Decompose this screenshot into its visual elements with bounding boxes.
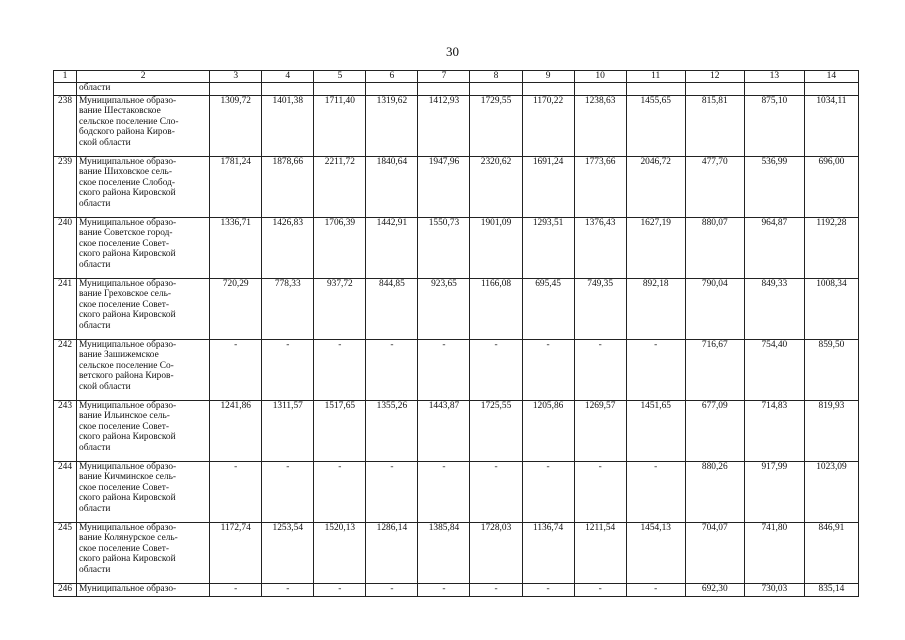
value-cell: - [262, 584, 314, 597]
value-cell: 1442,91 [366, 218, 418, 279]
row-name [77, 340, 210, 401]
value-cell: 536,99 [744, 157, 804, 218]
value-cell: 714,83 [744, 401, 804, 462]
value-cell: - [470, 340, 522, 401]
value-cell: 720,29 [210, 279, 262, 340]
header-cell: 12 [685, 71, 744, 83]
row-name [77, 401, 210, 462]
row-index: 244 [54, 462, 77, 523]
header-cell: 10 [574, 71, 626, 83]
table-row [54, 401, 859, 462]
value-cell: 1729,55 [470, 96, 522, 157]
row-name-line: сельское поселение Со- [79, 360, 174, 371]
header-cell: 8 [470, 71, 522, 83]
value-cell: - [314, 462, 366, 523]
value-cell: 1355,26 [366, 401, 418, 462]
value-cell: 1008,34 [804, 279, 858, 340]
header-row [54, 71, 859, 83]
value-cell: 2211,72 [314, 157, 366, 218]
table-row [54, 340, 859, 401]
value-cell: 677,09 [685, 401, 744, 462]
value-cell: - [626, 462, 685, 523]
value-cell: 1293,51 [522, 218, 574, 279]
value-cell: 892,18 [626, 279, 685, 340]
value-cell: 844,85 [366, 279, 418, 340]
value-cell: 741,80 [744, 523, 804, 584]
row-name-line: Муниципальное образо- [79, 462, 177, 472]
value-cell: - [210, 584, 262, 597]
value-cell: 835,14 [804, 584, 858, 597]
row-index: 238 [54, 96, 77, 157]
value-cell: 778,33 [262, 279, 314, 340]
table-row [54, 523, 859, 584]
row-name-line: ской области [79, 137, 131, 148]
row-name-line: области [79, 259, 111, 270]
value-cell: 923,65 [418, 279, 470, 340]
value-cell: 1728,03 [470, 523, 522, 584]
value-cell: 815,81 [685, 96, 744, 157]
value-cell: 1426,83 [262, 218, 314, 279]
value-cell: 1172,74 [210, 523, 262, 584]
continuation-row [54, 83, 859, 96]
value-cell: 1711,40 [314, 96, 366, 157]
value-cell: 1336,71 [210, 218, 262, 279]
value-cell: 859,50 [804, 340, 858, 401]
value-cell: 1170,22 [522, 96, 574, 157]
table-row [54, 218, 859, 279]
value-cell: 1517,65 [314, 401, 366, 462]
row-name-line: вание Греховское сель- [79, 289, 172, 300]
value-cell: - [522, 340, 574, 401]
header-cell: 9 [522, 71, 574, 83]
value-cell: 1773,66 [574, 157, 626, 218]
row-name [77, 279, 210, 340]
row-name-line: вание Советское город- [79, 228, 173, 239]
row-name-line: Муниципальное образо- [79, 401, 177, 411]
value-cell: 1319,62 [366, 96, 418, 157]
value-cell: 1947,96 [418, 157, 470, 218]
value-cell: 1691,24 [522, 157, 574, 218]
data-table [53, 70, 859, 597]
value-cell: 1023,09 [804, 462, 858, 523]
value-cell: - [210, 462, 262, 523]
value-cell: 1878,66 [262, 157, 314, 218]
value-cell: 1253,54 [262, 523, 314, 584]
row-name-line: ветского района Киров- [79, 371, 174, 382]
row-name-line: Муниципальное образо- [79, 218, 177, 228]
value-cell: - [470, 584, 522, 597]
header-cell: 5 [314, 71, 366, 83]
value-cell: 696,00 [804, 157, 858, 218]
value-cell: 1412,93 [418, 96, 470, 157]
value-cell: 704,07 [685, 523, 744, 584]
value-cell: - [418, 584, 470, 597]
value-cell: - [626, 584, 685, 597]
value-cell: 2320,62 [470, 157, 522, 218]
table-row [54, 584, 859, 597]
value-cell: 1376,43 [574, 218, 626, 279]
value-cell: 1385,84 [418, 523, 470, 584]
value-cell: 1136,74 [522, 523, 574, 584]
value-cell: 1205,86 [522, 401, 574, 462]
header-cell: 1 [54, 71, 77, 83]
value-cell: - [470, 462, 522, 523]
row-name-line: вание Шиховское сель- [79, 167, 172, 178]
row-index: 240 [54, 218, 77, 279]
value-cell: 1443,87 [418, 401, 470, 462]
value-cell: 1311,57 [262, 401, 314, 462]
row-name [77, 218, 210, 279]
value-cell: 846,91 [804, 523, 858, 584]
value-cell: - [626, 340, 685, 401]
row-name-line: вание Ильинское сель- [79, 411, 170, 422]
row-name-line: ское поселение Слобод- [79, 177, 176, 188]
row-name-line: бодского района Киров- [79, 127, 175, 138]
value-cell: 1454,13 [626, 523, 685, 584]
row-index: 245 [54, 523, 77, 584]
value-cell: 1269,57 [574, 401, 626, 462]
value-cell: 1550,73 [418, 218, 470, 279]
value-cell: 1238,63 [574, 96, 626, 157]
value-cell: 880,26 [685, 462, 744, 523]
row-name-line: ское поселение Совет- [79, 238, 170, 249]
row-name-line: области [79, 503, 111, 514]
header-cell: 13 [744, 71, 804, 83]
value-cell: - [366, 584, 418, 597]
value-cell: 1401,38 [262, 96, 314, 157]
value-cell: - [262, 340, 314, 401]
row-name-line: вание Кичминское сель- [79, 472, 177, 483]
row-name-line: области [79, 564, 111, 575]
value-cell: 1725,55 [470, 401, 522, 462]
row-name-line: ского района Кировской [79, 493, 176, 504]
row-name: области [77, 83, 210, 96]
value-cell: 1034,11 [804, 96, 858, 157]
row-name-line: сельское поселение Сло- [79, 116, 179, 127]
row-name-line: Муниципальное образо- [79, 96, 177, 106]
row-name-line: области [79, 442, 111, 453]
row-name-line: вание Колянурское сель- [79, 533, 178, 544]
value-cell: 1192,28 [804, 218, 858, 279]
value-cell: 1211,54 [574, 523, 626, 584]
row-index: 242 [54, 340, 77, 401]
value-cell: 716,67 [685, 340, 744, 401]
row-index: 246 [54, 584, 77, 597]
value-cell: 1840,64 [366, 157, 418, 218]
row-name [77, 523, 210, 584]
value-cell: - [522, 462, 574, 523]
value-cell: 1901,09 [470, 218, 522, 279]
row-name-line: ского района Кировской [79, 554, 176, 565]
value-cell: - [418, 340, 470, 401]
value-cell: 1166,08 [470, 279, 522, 340]
value-cell: 692,30 [685, 584, 744, 597]
value-cell: - [574, 340, 626, 401]
row-name-line: ской области [79, 381, 131, 392]
row-name-line: ского района Кировской [79, 432, 176, 443]
row-name-line: области [79, 320, 111, 331]
value-cell: 964,87 [744, 218, 804, 279]
value-cell: 1455,65 [626, 96, 685, 157]
value-cell: 1241,86 [210, 401, 262, 462]
value-cell: 730,03 [744, 584, 804, 597]
value-cell: - [210, 340, 262, 401]
value-cell: 875,10 [744, 96, 804, 157]
row-name: Муниципальное образо- [77, 584, 210, 597]
value-cell: 849,33 [744, 279, 804, 340]
value-cell: - [418, 462, 470, 523]
table-row [54, 462, 859, 523]
value-cell: 477,70 [685, 157, 744, 218]
row-index [54, 83, 77, 96]
value-cell: 1520,13 [314, 523, 366, 584]
table-row [54, 279, 859, 340]
value-cell: 880,07 [685, 218, 744, 279]
header-cell: 11 [626, 71, 685, 83]
header-cell: 3 [210, 71, 262, 83]
value-cell: - [366, 462, 418, 523]
value-cell: 1451,65 [626, 401, 685, 462]
row-name-line: ское поселение Совет- [79, 482, 170, 493]
value-cell: 1286,14 [366, 523, 418, 584]
table-row [54, 96, 859, 157]
row-name-line: ского района Кировской [79, 310, 176, 321]
row-name-line: Муниципальное образо- [79, 523, 177, 533]
value-cell: 819,93 [804, 401, 858, 462]
value-cell: 749,35 [574, 279, 626, 340]
page-number: 30 [446, 44, 459, 59]
value-cell: 1627,19 [626, 218, 685, 279]
header-cell: 6 [366, 71, 418, 83]
value-cell: 2046,72 [626, 157, 685, 218]
row-name [77, 462, 210, 523]
value-cell: 1309,72 [210, 96, 262, 157]
value-cell: - [574, 584, 626, 597]
row-name-line: вание Зашижемское [79, 350, 159, 361]
row-name [77, 157, 210, 218]
row-name [77, 96, 210, 157]
row-index: 239 [54, 157, 77, 218]
row-name-line: вание Шестаковское [79, 106, 161, 117]
value-cell: - [366, 340, 418, 401]
value-cell: 917,99 [744, 462, 804, 523]
header-cell: 14 [804, 71, 858, 83]
value-cell: - [314, 584, 366, 597]
row-name-line: ское поселение Совет- [79, 543, 170, 554]
value-cell: 695,45 [522, 279, 574, 340]
value-cell: 1781,24 [210, 157, 262, 218]
value-cell: 1706,39 [314, 218, 366, 279]
value-cell: - [574, 462, 626, 523]
value-cell: 937,72 [314, 279, 366, 340]
row-name-line: Муниципальное образо- [79, 340, 177, 350]
row-name-line: ского района Кировской [79, 188, 176, 199]
header-cell: 7 [418, 71, 470, 83]
value-cell: 790,04 [685, 279, 744, 340]
header-cell: 2 [77, 71, 210, 83]
row-name-line: ского района Кировской [79, 249, 176, 260]
value-cell: - [522, 584, 574, 597]
header-cell: 4 [262, 71, 314, 83]
row-index: 241 [54, 279, 77, 340]
row-name-line: ское поселение Совет- [79, 421, 170, 432]
row-name-line: области [79, 198, 111, 209]
row-index: 243 [54, 401, 77, 462]
value-cell: 754,40 [744, 340, 804, 401]
value-cell: - [262, 462, 314, 523]
row-name-line: Муниципальное образо- [79, 157, 177, 167]
row-name-line: Муниципальное образо- [79, 279, 177, 289]
table-row [54, 157, 859, 218]
row-name-line: ское поселение Совет- [79, 299, 170, 310]
value-cell: - [314, 340, 366, 401]
